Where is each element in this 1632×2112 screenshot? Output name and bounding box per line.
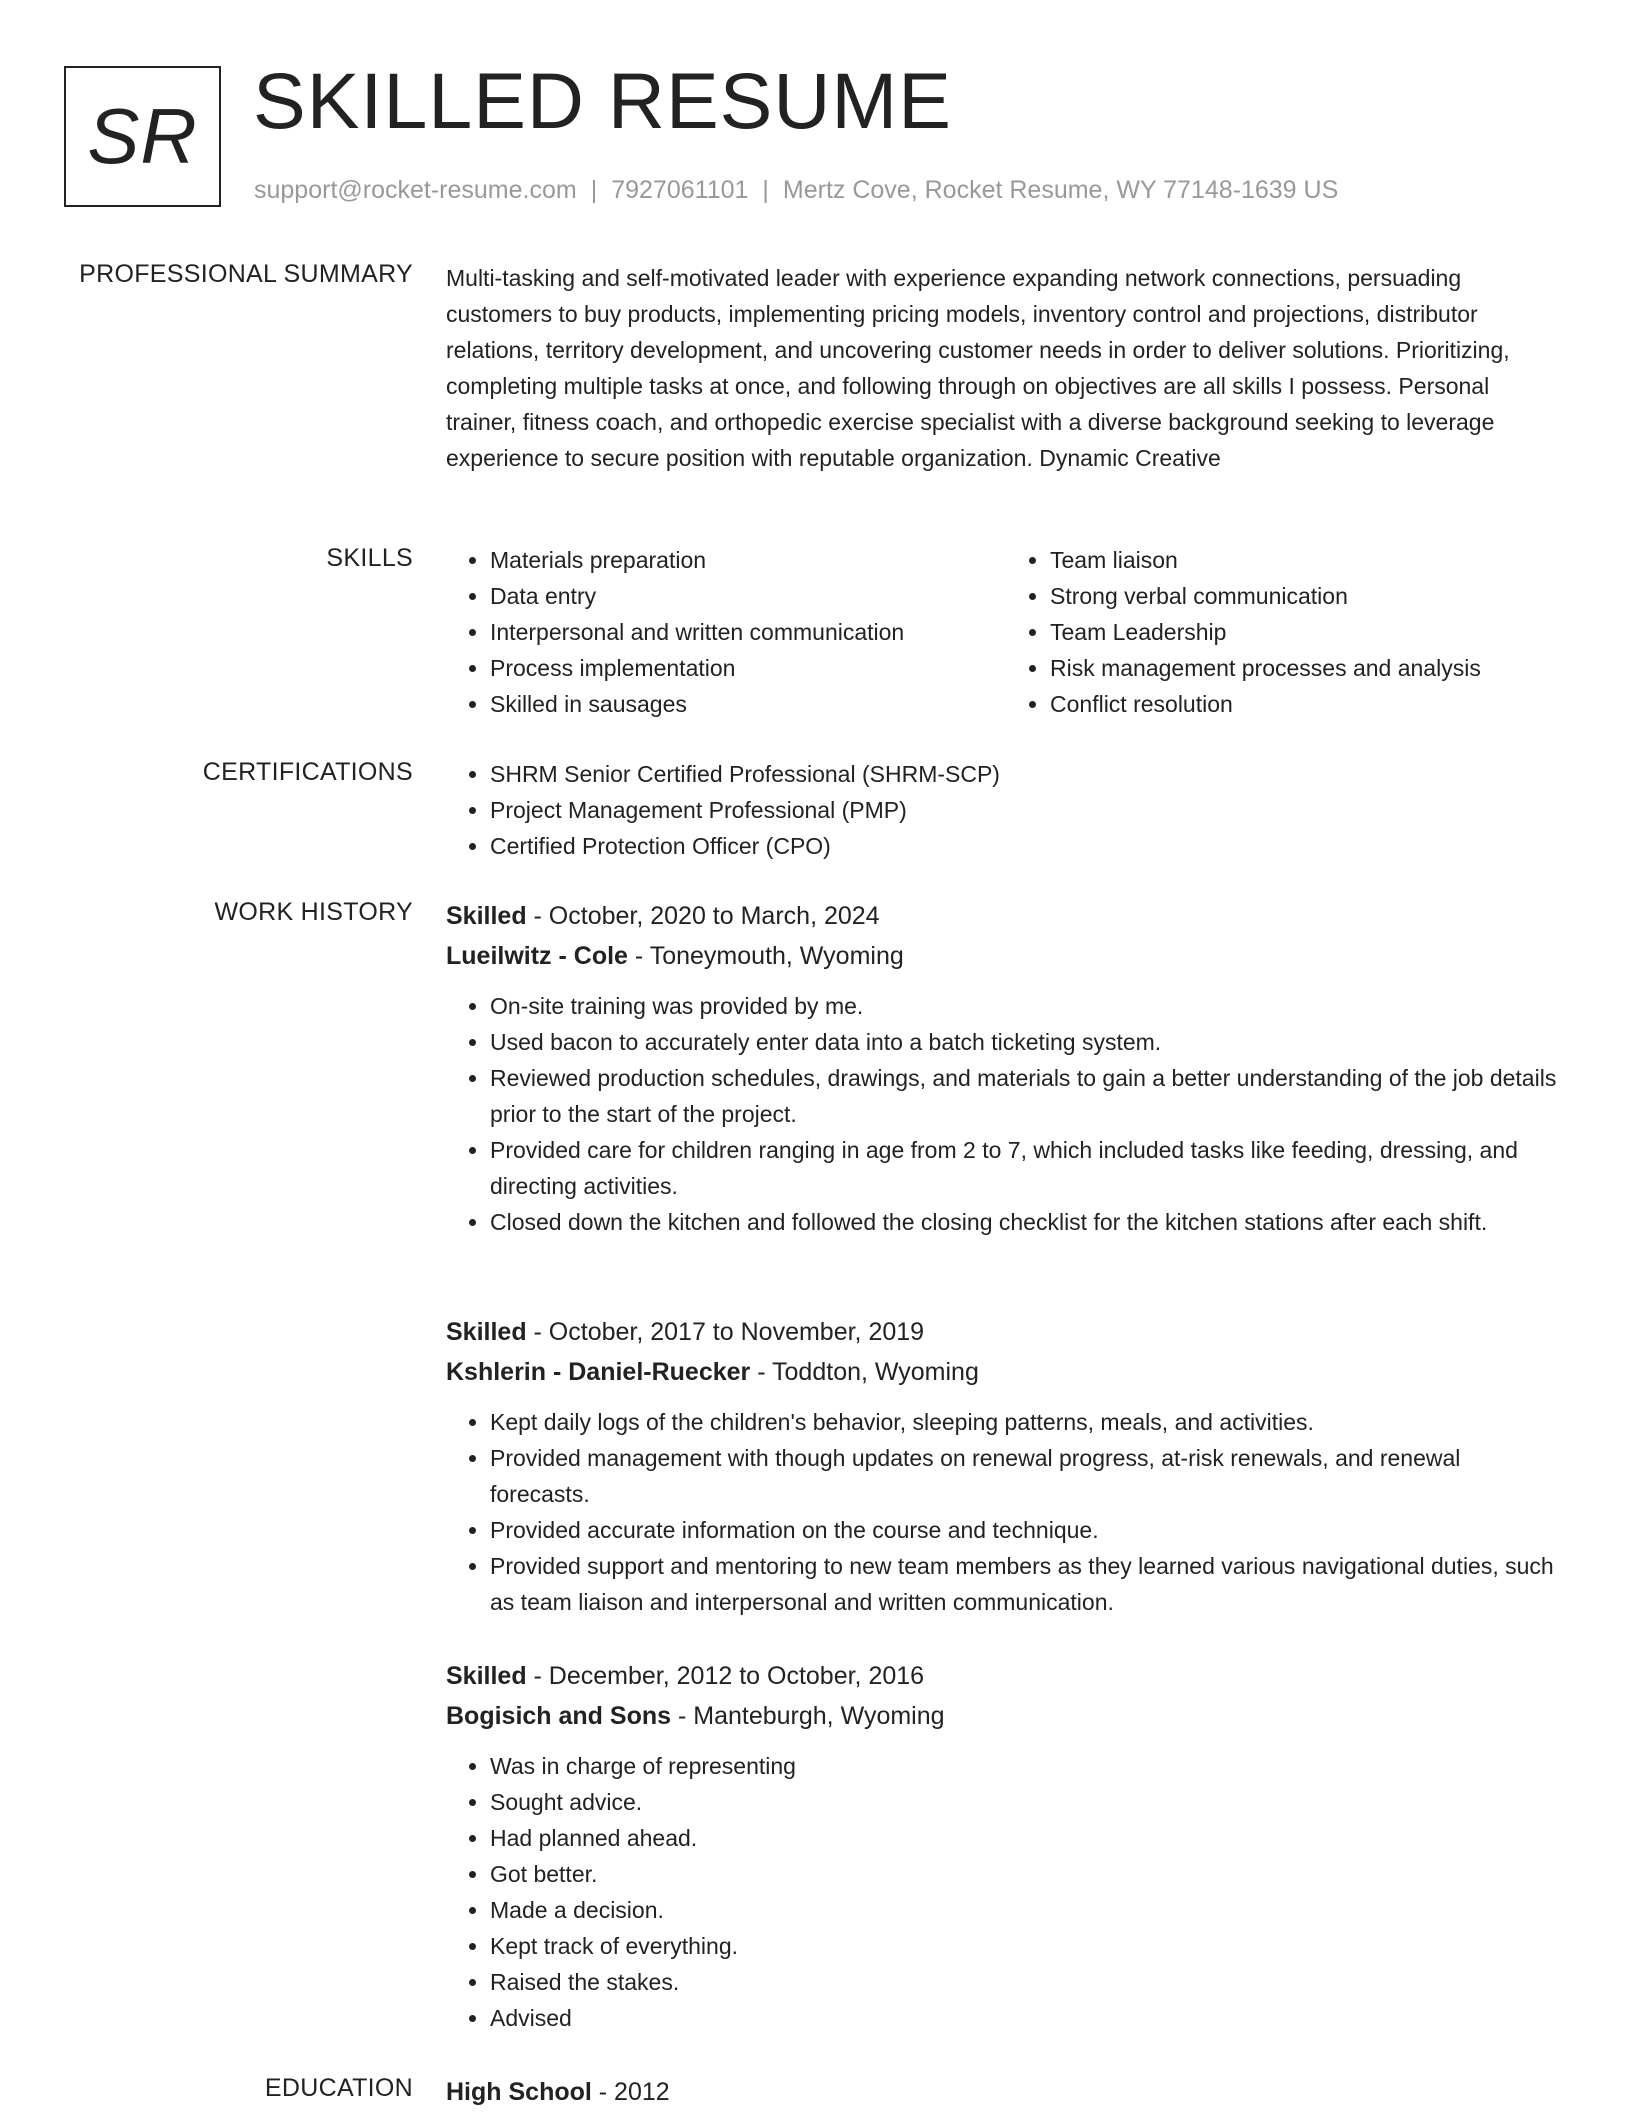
job-bullet: • Made a decision.: [490, 1892, 1566, 1928]
skill-item: • Data entry: [490, 578, 1006, 614]
job-dates: - October, 2017 to November, 2019: [526, 1318, 925, 1346]
skill-item: • Materials preparation: [490, 542, 1006, 578]
job-bullet: • Raised the stakes.: [490, 1964, 1566, 2000]
skill-item: • Process implementation: [490, 650, 1006, 686]
section-label-certifications: CERTIFICATIONS: [202, 758, 413, 786]
certification-item: • Project Management Professional (PMP): [490, 792, 1566, 828]
job-bullets: [446, 988, 1566, 1240]
skill-item: • Skilled in sausages: [490, 686, 1006, 722]
job-company-line: [446, 936, 1566, 976]
job-bullet: • Kept daily logs of the children's behavior, sleeping patterns, meals, and activities.: [490, 1404, 1566, 1440]
monogram-logo: SR: [64, 66, 221, 207]
contact-phone[interactable]: 7927061101: [611, 176, 749, 204]
section-label-work-history: WORK HISTORY: [214, 898, 413, 926]
section-label-education: EDUCATION: [264, 2074, 413, 2102]
job-title: Skilled: [446, 1318, 527, 1346]
job-bullet: • Got better.: [490, 1856, 1566, 1892]
certification-item: • Certified Protection Officer (CPO): [490, 828, 1566, 864]
job-entry: [446, 1656, 1566, 2036]
section-label-summary: PROFESSIONAL SUMMARY: [79, 260, 413, 288]
contact-separator: |: [590, 176, 598, 204]
summary-text: Multi-tasking and self-motivated leader with experience expanding network connections, persuading customers to buy products, implementing pricing models, inventory control and projections, distributor relations, territory development, and uncovering customer needs in order to deliver solutions. Prioritizing, completing multiple tasks at once, and following through on objectives are all skills I possess. Personal trainer, fitness coach, and orthopedic exercise specialist with a diverse background seeking to leverage experience to secure position with reputable organization. Dynamic Creative: [446, 265, 1510, 471]
education-year: - 2012: [591, 2078, 670, 2106]
job-bullet: • Used bacon to accurately enter data into a batch ticketing system.: [490, 1024, 1566, 1060]
skill-item: • Conflict resolution: [1050, 686, 1566, 722]
job-bullet: • Advised: [490, 2000, 1566, 2036]
job-company: Bogisich and Sons: [446, 1702, 672, 1730]
job-location: - Manteburgh, Wyoming: [671, 1702, 945, 1730]
job-dates: - October, 2020 to March, 2024: [526, 902, 880, 930]
job-bullet: • On-site training was provided by me.: [490, 988, 1566, 1024]
job-bullet: • Sought advice.: [490, 1784, 1566, 1820]
candidate-name: SKILLED RESUME: [253, 56, 952, 145]
section-label-skills: SKILLS: [326, 544, 413, 572]
job-entry: [446, 1312, 1566, 1620]
skill-item: • Team Leadership: [1050, 614, 1566, 650]
contact-separator: |: [762, 176, 769, 204]
job-title-line: [446, 1656, 1566, 1696]
job-location: - Toneymouth, Wyoming: [627, 942, 904, 970]
contact-email[interactable]: support@rocket-resume.com: [254, 176, 577, 204]
job-location: - Toddton, Wyoming: [750, 1358, 979, 1386]
job-company-line: [446, 1696, 1566, 1736]
job-bullet: • Was in charge of representing: [490, 1748, 1566, 1784]
certifications-list: [446, 756, 1566, 864]
skill-item: • Team liaison: [1050, 542, 1566, 578]
skills-column-left: [446, 542, 1006, 722]
skill-item: • Interpersonal and written communication: [490, 614, 1006, 650]
job-bullets: [446, 1404, 1566, 1620]
job-title-line: [446, 1312, 1566, 1352]
skill-item: • Risk management processes and analysis: [1050, 650, 1566, 686]
job-title-line: [446, 896, 1566, 936]
job-bullet: • Provided accurate information on the course and technique.: [490, 1512, 1566, 1548]
job-bullet: • Reviewed production schedules, drawings, and materials to gain a better understanding of the job details prior to the start of the project.: [490, 1060, 1566, 1132]
job-title: Skilled: [446, 1662, 527, 1690]
job-dates: - December, 2012 to October, 2016: [526, 1662, 925, 1690]
contact-line: [254, 174, 1338, 206]
job-company-line: [446, 1352, 1566, 1392]
job-bullet: • Kept track of everything.: [490, 1928, 1566, 1964]
job-entry: [446, 896, 1566, 1240]
job-company: Kshlerin - Daniel-Ruecker: [446, 1358, 751, 1386]
education-degree: High School: [446, 2078, 592, 2106]
job-bullet: • Closed down the kitchen and followed the closing checklist for the kitchen stations after each shift.: [490, 1204, 1566, 1240]
job-bullet: • Provided care for children ranging in age from 2 to 7, which included tasks like feeding, dressing, and directing activities.: [490, 1132, 1566, 1204]
job-bullet: • Had planned ahead.: [490, 1820, 1566, 1856]
job-title: Skilled: [446, 902, 527, 930]
certification-item: • SHRM Senior Certified Professional (SHRM-SCP): [490, 756, 1566, 792]
job-bullets: [446, 1748, 1566, 2036]
education-entry: [446, 2072, 1566, 2112]
skills-list: [446, 542, 1566, 722]
skill-item: • Strong verbal communication: [1050, 578, 1566, 614]
job-bullet: • Provided support and mentoring to new team members as they learned various navigational duties, such as team liaison and interpersonal and written communication.: [490, 1548, 1566, 1620]
skills-column-right: [1006, 542, 1566, 722]
job-company: Lueilwitz - Cole: [446, 942, 628, 970]
job-bullet: • Provided management with though updates on renewal progress, at-risk renewals, and renewal forecasts.: [490, 1440, 1566, 1512]
contact-address: Mertz Cove, Rocket Resume, WY 77148-1639 US: [782, 176, 1339, 204]
